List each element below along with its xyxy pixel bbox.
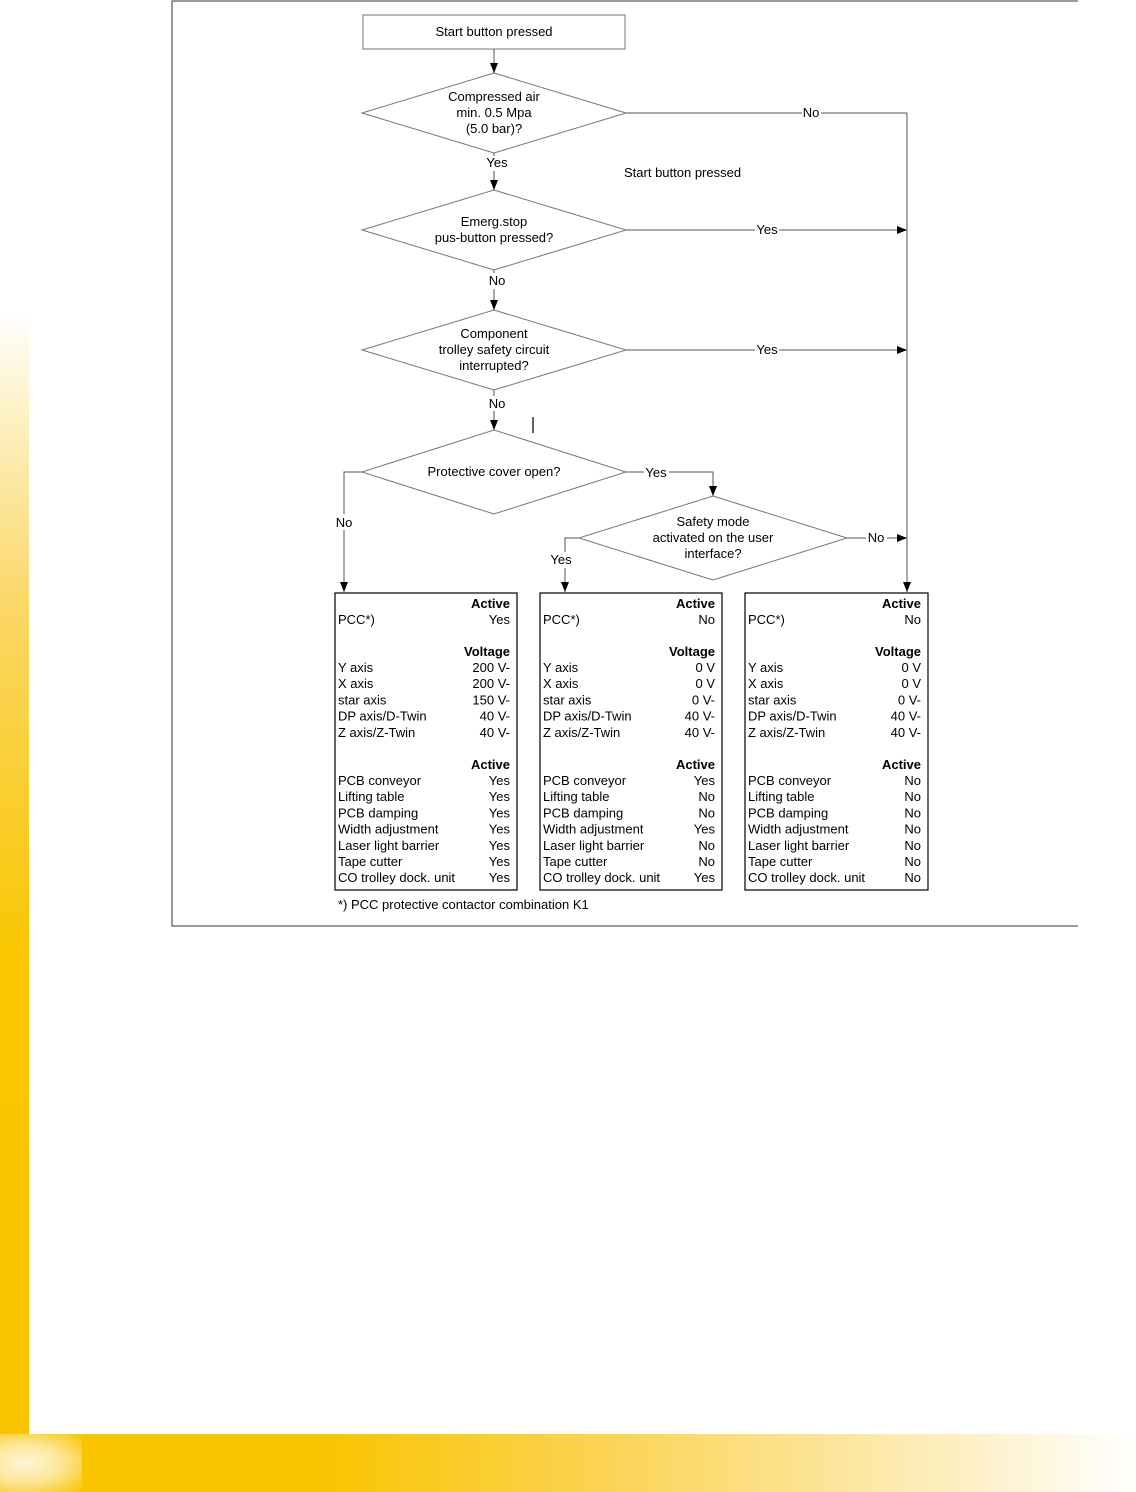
voltage-label: X axis bbox=[543, 676, 579, 692]
voltage-label: X axis bbox=[338, 676, 374, 692]
pcc-header: Active bbox=[675, 596, 715, 611]
active-value: No bbox=[698, 789, 715, 805]
decision-3-text: trolley safety circuit bbox=[438, 342, 550, 357]
active-header: Active bbox=[881, 757, 921, 772]
voltage-label: Y axis bbox=[543, 660, 579, 675]
pcc-label: PCC*) bbox=[338, 612, 375, 627]
active-label: PCB conveyor bbox=[748, 773, 832, 788]
active-label: Tape cutter bbox=[748, 854, 813, 869]
decision-2-text: Emerg.stop bbox=[460, 214, 528, 229]
active-value: No bbox=[904, 773, 921, 788]
active-label: Laser light barrier bbox=[543, 837, 645, 853]
active-label: Lifting table bbox=[748, 789, 815, 805]
label-d1-yes: Yes bbox=[486, 155, 508, 170]
active-value: Yes bbox=[488, 821, 510, 837]
active-value: No bbox=[698, 805, 715, 821]
voltage-label: Z axis/Z-Twin bbox=[338, 724, 416, 740]
voltage-label: Y axis bbox=[748, 660, 784, 675]
voltage-value: 40 V- bbox=[684, 708, 715, 724]
active-label: Tape cutter bbox=[543, 854, 608, 869]
active-value: Yes bbox=[488, 805, 510, 821]
voltage-value: 40 V- bbox=[479, 708, 510, 724]
active-label: Lifting table bbox=[338, 789, 405, 805]
arrow-d4-yes bbox=[669, 472, 713, 496]
voltage-label: X axis bbox=[748, 676, 784, 692]
voltage-label: star axis bbox=[748, 692, 797, 708]
active-value: Yes bbox=[488, 773, 510, 788]
decision-5-text: Safety mode bbox=[676, 514, 750, 529]
voltage-header: Voltage bbox=[669, 644, 715, 659]
active-header: Active bbox=[470, 757, 510, 772]
start-text: Start button pressed bbox=[435, 24, 553, 39]
voltage-label: star axis bbox=[543, 692, 592, 708]
label-d2-yes: Yes bbox=[756, 222, 778, 237]
label-d2-no: No bbox=[488, 273, 506, 288]
pcc-label: PCC*) bbox=[748, 612, 785, 627]
active-label: Laser light barrier bbox=[748, 837, 850, 853]
pcc-value: No bbox=[698, 612, 715, 627]
active-label: CO trolley dock. unit bbox=[338, 870, 456, 886]
active-value: Yes bbox=[693, 773, 715, 788]
decision-2-text: pus-button pressed? bbox=[434, 230, 554, 245]
voltage-value: 150 V- bbox=[472, 692, 510, 708]
active-label: Tape cutter bbox=[338, 854, 403, 869]
voltage-header: Voltage bbox=[875, 644, 921, 659]
label-d3-no: No bbox=[488, 396, 506, 411]
side-note: Start button pressed bbox=[624, 165, 742, 180]
line-d4-no-a bbox=[344, 472, 362, 514]
active-label: PCB damping bbox=[543, 805, 624, 821]
pcc-value: Yes bbox=[488, 612, 510, 627]
active-label: Width adjustment bbox=[338, 821, 439, 837]
voltage-value: 200 V- bbox=[472, 660, 510, 675]
label-d5-yes: Yes bbox=[550, 552, 572, 567]
active-value: Yes bbox=[488, 854, 510, 869]
active-label: Width adjustment bbox=[543, 821, 644, 837]
voltage-value: 40 V- bbox=[890, 724, 921, 740]
decision-4-text: Protective cover open? bbox=[427, 464, 561, 479]
label-d3-yes: Yes bbox=[756, 342, 778, 357]
active-value: Yes bbox=[693, 821, 715, 837]
label-d4-yes: Yes bbox=[645, 465, 667, 480]
voltage-label: Z axis/Z-Twin bbox=[748, 724, 826, 740]
active-value: No bbox=[904, 821, 921, 837]
active-label: Laser light barrier bbox=[338, 837, 440, 853]
pcc-header: Active bbox=[881, 596, 921, 611]
decision-3-text: Component bbox=[460, 326, 528, 341]
active-header: Active bbox=[675, 757, 715, 772]
label-d5-no: No bbox=[867, 530, 885, 545]
active-label: Width adjustment bbox=[748, 821, 849, 837]
active-value: Yes bbox=[693, 870, 715, 886]
label-d1-no: No bbox=[802, 105, 820, 120]
active-label: PCB damping bbox=[338, 805, 419, 821]
active-label: CO trolley dock. unit bbox=[543, 870, 661, 886]
voltage-value: 40 V- bbox=[684, 724, 715, 740]
active-value: No bbox=[698, 854, 715, 869]
active-value: Yes bbox=[488, 837, 510, 853]
active-label: PCB conveyor bbox=[543, 773, 627, 788]
decision-1-text: min. 0.5 Mpa bbox=[456, 105, 532, 120]
voltage-value: 200 V- bbox=[472, 676, 510, 692]
active-label: CO trolley dock. unit bbox=[748, 870, 866, 886]
voltage-value: 40 V- bbox=[479, 724, 510, 740]
pcc-header: Active bbox=[470, 596, 510, 611]
decision-5-text: interface? bbox=[684, 546, 742, 561]
active-label: PCB conveyor bbox=[338, 773, 422, 788]
voltage-label: Z axis/Z-Twin bbox=[543, 724, 621, 740]
voltage-value: 0 V bbox=[695, 676, 715, 692]
active-value: No bbox=[904, 870, 921, 886]
decision-1-text: Compressed air bbox=[448, 89, 540, 104]
voltage-label: DP axis/D-Twin bbox=[543, 708, 632, 724]
voltage-label: DP axis/D-Twin bbox=[748, 708, 837, 724]
active-value: Yes bbox=[488, 870, 510, 886]
voltage-label: DP axis/D-Twin bbox=[338, 708, 427, 724]
decision-1-text: (5.0 bar)? bbox=[465, 121, 523, 136]
decision-5-text: activated on the user bbox=[652, 530, 774, 545]
active-value: No bbox=[904, 805, 921, 821]
label-d4-no: No bbox=[335, 515, 353, 530]
voltage-value: 0 V bbox=[695, 660, 715, 675]
active-label: Lifting table bbox=[543, 789, 610, 805]
active-value: Yes bbox=[488, 789, 510, 805]
voltage-label: star axis bbox=[338, 692, 387, 708]
voltage-label: Y axis bbox=[338, 660, 374, 675]
active-value: No bbox=[904, 854, 921, 869]
voltage-value: 0 V- bbox=[897, 692, 921, 708]
active-value: No bbox=[698, 837, 715, 853]
pcc-value: No bbox=[904, 612, 921, 627]
active-value: No bbox=[904, 789, 921, 805]
voltage-header: Voltage bbox=[464, 644, 510, 659]
voltage-value: 0 V bbox=[901, 660, 921, 675]
pcc-label: PCC*) bbox=[543, 612, 580, 627]
decision-3-text: interrupted? bbox=[459, 358, 529, 373]
voltage-value: 40 V- bbox=[890, 708, 921, 724]
footnote: *) PCC protective contactor combination K1 bbox=[338, 897, 589, 912]
voltage-value: 0 V- bbox=[691, 692, 715, 708]
line-d5-yes-a bbox=[565, 538, 579, 552]
voltage-value: 0 V bbox=[901, 676, 921, 692]
active-label: PCB damping bbox=[748, 805, 829, 821]
active-value: No bbox=[904, 837, 921, 853]
